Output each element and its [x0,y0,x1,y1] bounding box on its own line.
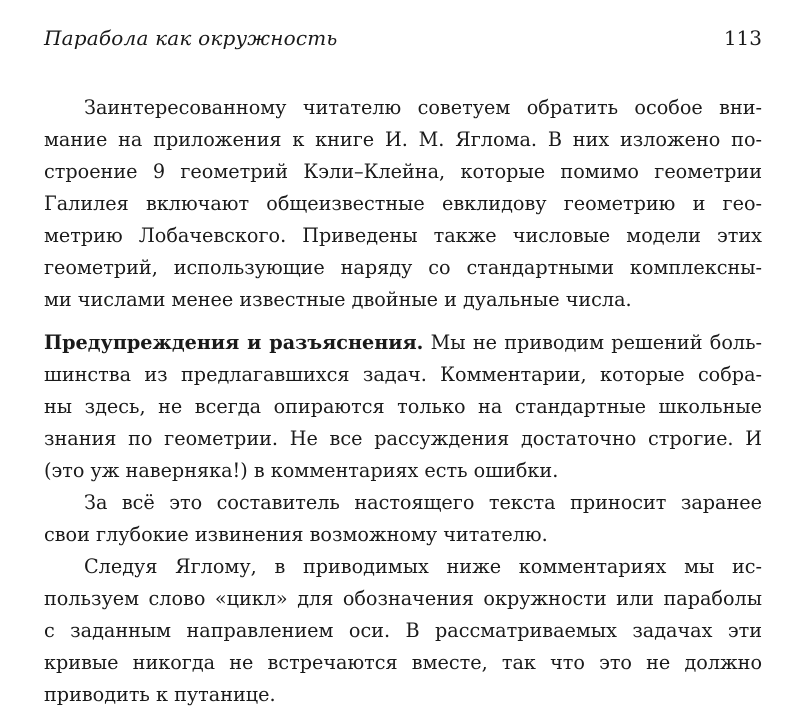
text-line: Галилея включают общеизвестные евклидову геометрию и гео- [44,192,762,215]
text-line [44,327,762,359]
text-line: За всё это составитель настоящего текста приносит заранее [84,491,762,514]
text-line: с заданным направлением оси. В рассматриваемых задачах эти [44,619,762,642]
text-line: строение 9 геометрий Кэли–Клейна, которые помимо геометрии [44,160,762,183]
text-line: ны здесь, не всегда опираются только на стандартные школьные [44,395,762,418]
book-page [44,0,764,706]
body-text [44,92,762,711]
section-heading: Предупреждения и разъяснения. [44,331,424,354]
paragraph-2 [44,327,762,487]
text-line: знания по геометрии. Не все рассуждения достаточно строгие. И [44,427,762,450]
text-line: Заинтересованному читателю советуем обратить особое вни- [84,96,762,119]
text-line: шинства из предлагавшихся задач. Комментарии, которые собра- [44,363,762,386]
text-line: пользуем слово «цикл» для обозначения окружности или параболы [44,587,762,610]
text-line: кривые никогда не встречаются вместе, так что это не должно [44,651,762,674]
text-line: Следуя Яглому, в приводимых ниже комментариях мы ис- [84,555,762,578]
paragraph-4 [44,551,762,711]
running-header [44,26,762,58]
text-line: ми числами менее известные двойные и дуальные числа. [44,288,632,311]
text-line: метрию Лобачевского. Приведены также числовые модели этих [44,224,762,247]
heading-line-rest: Мы не приводим решений боль- [423,331,762,354]
text-line: мание на приложения к книге И. М. Яглома. В них изложено по- [44,128,762,151]
paragraph-gap [44,316,762,327]
page-number: 113 [723,26,762,50]
text-line: свои глубокие извинения возможному читателю. [44,523,548,546]
paragraph-3 [44,487,762,551]
paragraph-1 [44,92,762,316]
running-title: Парабола как окружность [44,26,338,50]
text-line: (это уж наверняка!) в комментариях есть ошибки. [44,459,559,482]
text-line: геометрий, использующие наряду со стандартными комплексны- [44,256,762,279]
text-line: приводить к путанице. [44,683,276,706]
